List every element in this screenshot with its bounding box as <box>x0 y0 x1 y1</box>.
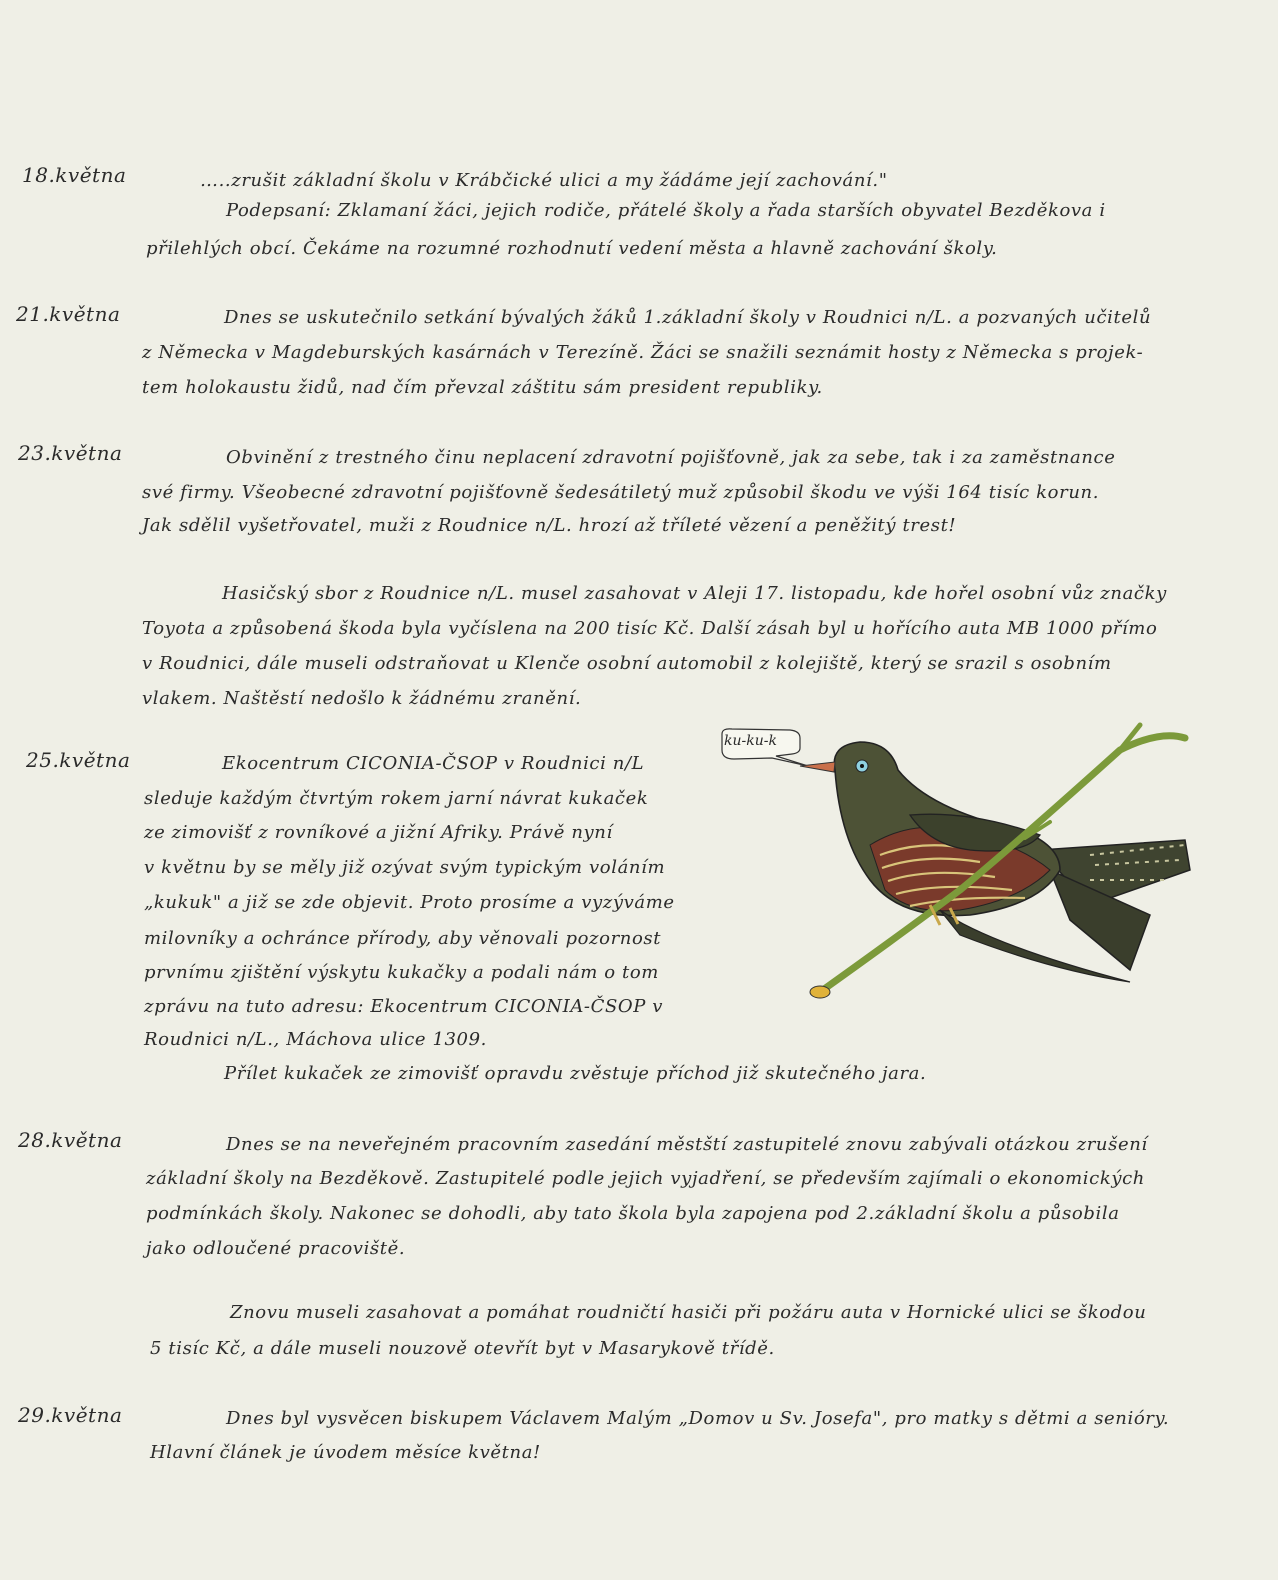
text-line: Roudnici n/L., Máchova ulice 1309. <box>144 1029 487 1050</box>
text-line: milovníky a ochránce přírody, aby věnovali pozornost <box>144 928 662 949</box>
entry-date: 28.května <box>18 1128 123 1152</box>
text-line: Podepsaní: Zklamaní žáci, jejich rodiče, přátelé školy a řada starších obyvatel Bezděkova i <box>226 200 1106 221</box>
entry-date: 18.května <box>22 163 127 187</box>
text-line: Přílet kukaček ze zimovišť opravdu zvěstuje příchod již skutečného jara. <box>224 1063 927 1084</box>
text-line: Obvinění z trestného činu neplacení zdravotní pojišťovně, jak za sebe, tak i za zaměstnance <box>226 447 1116 468</box>
text-line: 5 tisíc Kč, a dále museli nouzově otevřít byt v Masarykově třídě. <box>150 1338 775 1359</box>
text-line: jako odloučené pracoviště. <box>146 1238 406 1259</box>
text-line: své firmy. Všeobecné zdravotní pojišťovně šedesátiletý muž způsobil škodu ve výši 164 tisíc korun. <box>142 482 1100 503</box>
text-line: Jak sdělil vyšetřovatel, muži z Roudnice n/L. hrozí až tříleté vězení a peněžitý trest! <box>142 515 957 536</box>
text-line: ze zimovišť z rovníkové a jižní Afriky. Právě nyní <box>144 822 613 843</box>
text-line: základní školy na Bezděkově. Zastupitelé podle jejich vyjadření, se především zajímali o ekonomických <box>146 1168 1145 1189</box>
text-line: …..zrušit základní školu v Krábčické ulici a my žádáme její zachování." <box>200 170 888 191</box>
text-line: Hlavní článek je úvodem měsíce května! <box>150 1442 541 1463</box>
text-line: Znovu museli zasahovat a pomáhat roudničtí hasiči při požáru auta v Hornické ulici se škodou <box>230 1302 1147 1323</box>
cuckoo-bird-illustration <box>790 720 1210 1010</box>
text-line: podmínkách školy. Nakonec se dohodli, aby tato škola byla zapojena pod 2.základní školu a působila <box>146 1203 1120 1224</box>
text-line: Toyota a způsobená škoda byla vyčíslena na 200 tisíc Kč. Další zásah byl u hořícího auta MB 1000 přímo <box>142 618 1158 639</box>
entry-date: 25.května <box>26 748 131 772</box>
text-line: z Německa v Magdeburských kasárnách v Terezíně. Žáci se snažili seznámit hosty z Německa s projek- <box>142 342 1144 363</box>
text-line: Dnes byl vysvěcen biskupem Václavem Malým „Domov u Sv. Josefa", pro matky s dětmi a senióry. <box>226 1408 1170 1429</box>
text-line: tem holokaustu židů, nad čím převzal záštitu sám president republiky. <box>142 377 823 398</box>
text-line: „kukuk" a již se zde objevit. Proto prosíme a vyzýváme <box>144 892 675 913</box>
text-line: vlakem. Naštěstí nedošlo k žádnému zranění. <box>142 688 582 709</box>
text-line: zprávu na tuto adresu: Ekocentrum CICONIA-ČSOP v <box>144 996 664 1017</box>
text-line: sleduje každým čtvrtým rokem jarní návrat kukaček <box>144 788 649 809</box>
entry-date: 21.května <box>16 302 121 326</box>
text-line: Ekocentrum CICONIA-ČSOP v Roudnici n/L <box>222 753 645 774</box>
text-line: v Roudnici, dále museli odstraňovat u Klenče osobní automobil z kolejiště, který se srazil s osobním <box>142 653 1112 674</box>
entry-date: 29.května <box>18 1403 123 1427</box>
text-line: Hasičský sbor z Roudnice n/L. musel zasahovat v Aleji 17. listopadu, kde hořel osobní vůz značky <box>222 583 1167 604</box>
text-line: prvnímu zjištění výskytu kukačky a podali nám o tom <box>144 962 659 983</box>
speech-bubble-text: ku-ku-k <box>724 733 777 749</box>
text-line: Dnes se na neveřejném pracovním zasedání městští zastupitelé znovu zabývali otázkou zrušení <box>226 1134 1148 1155</box>
text-line: v květnu by se měly již ozývat svým typickým voláním <box>144 857 666 878</box>
text-line: přilehlých obcí. Čekáme na rozumné rozhodnutí vedení města a hlavně zachování školy. <box>146 238 998 259</box>
text-line: Dnes se uskutečnilo setkání bývalých žáků 1.základní školy v Roudnici n/L. a pozvaných učitelů <box>224 307 1152 328</box>
entry-date: 23.května <box>18 441 123 465</box>
